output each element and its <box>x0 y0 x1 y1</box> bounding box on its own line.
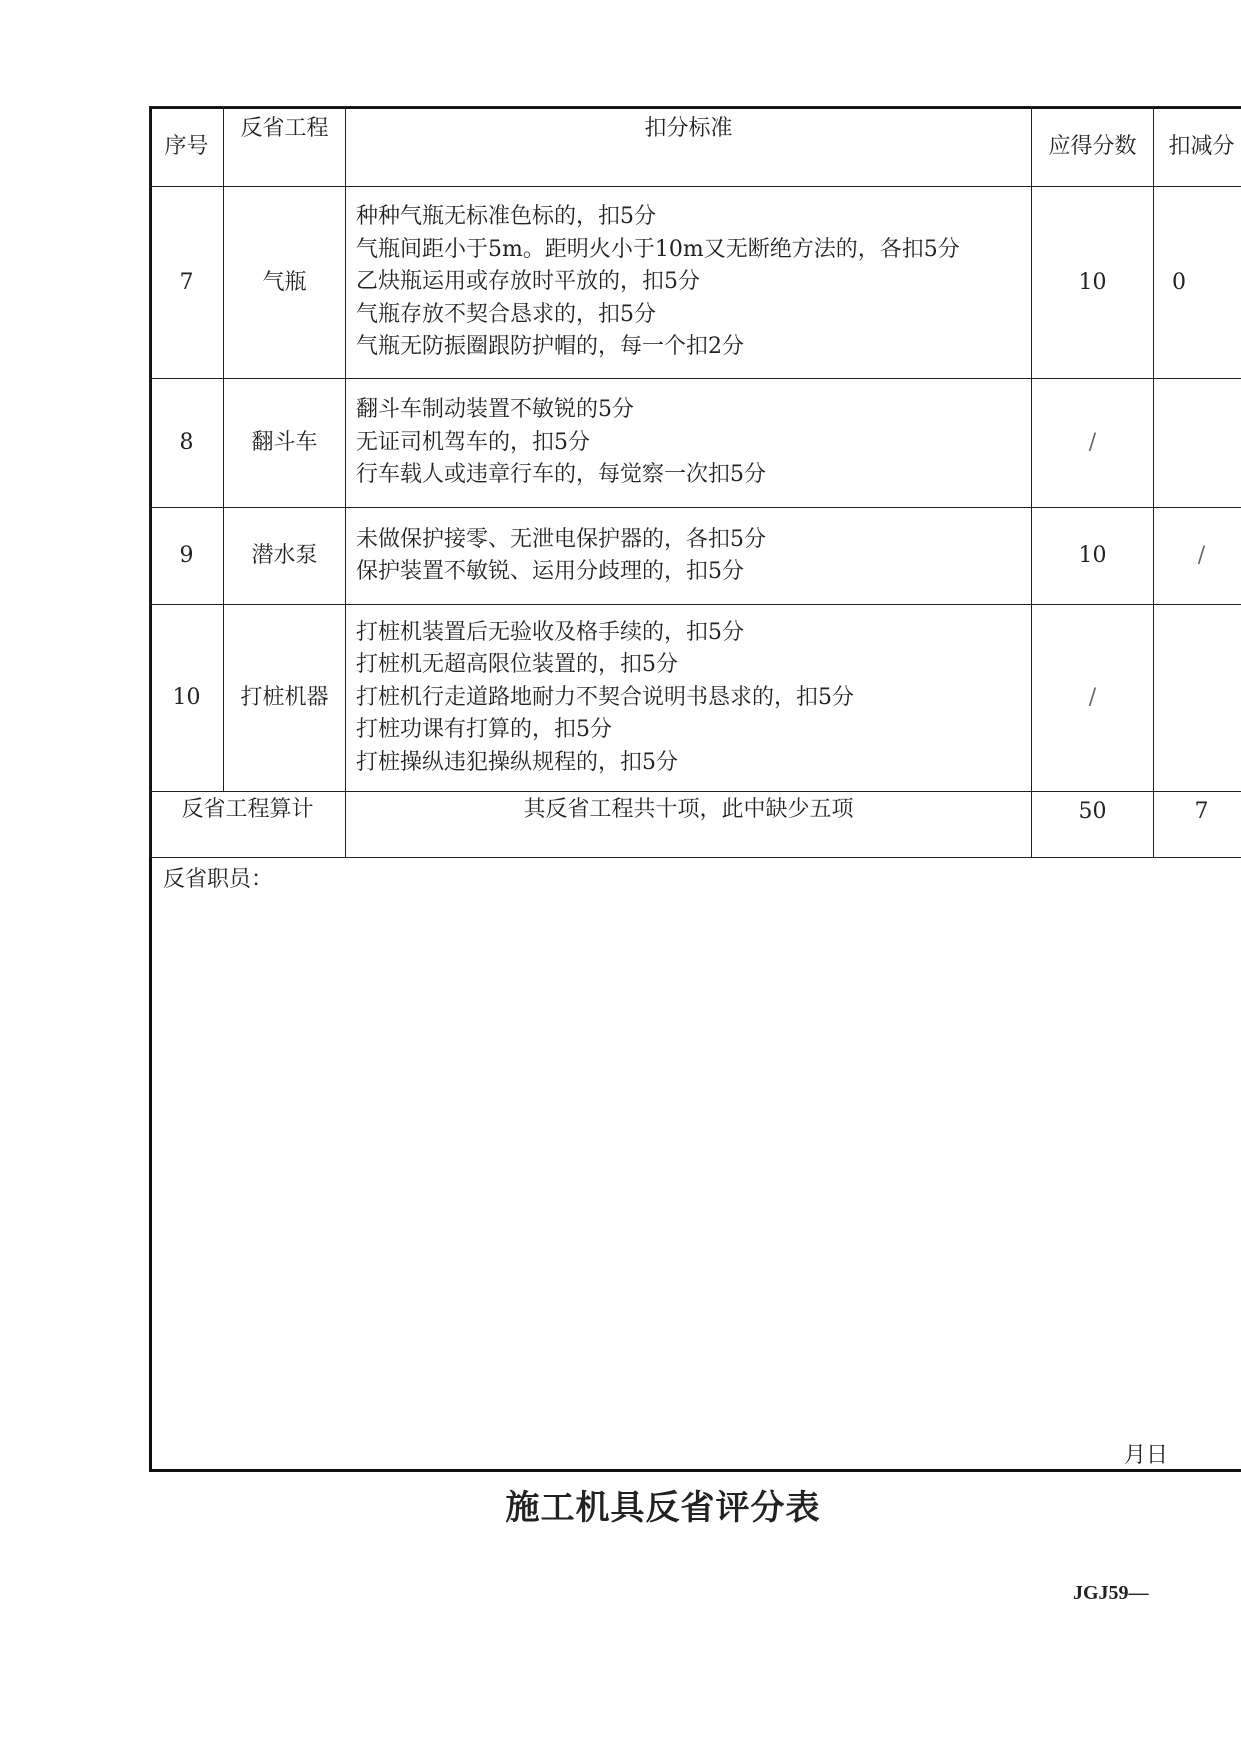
row-criteria <box>346 605 1032 792</box>
row-item: 潜水泵 <box>224 508 346 605</box>
table-row <box>150 187 1241 379</box>
criteria-line: 未做保护接零、无泄电保护器的，各扣5分 <box>356 526 766 552</box>
row-item: 翻斗车 <box>224 379 346 508</box>
summary-full-score: 50 <box>1032 792 1154 858</box>
document-title: 施工机具反省评分表 <box>505 1488 821 1528</box>
document-code: JGJ59— <box>1073 1582 1149 1604</box>
row-index: 7 <box>150 187 224 379</box>
scoring-table <box>149 106 1241 858</box>
header-index: 序号 <box>150 107 224 187</box>
row-full-score: / <box>1032 379 1154 508</box>
row-index: 10 <box>150 605 224 792</box>
criteria-line: 打桩机无超高限位装置的，扣5分 <box>356 652 678 678</box>
criteria-line: 打桩机装置后无验收及格手续的，扣5分 <box>356 619 744 645</box>
criteria-line: 气瓶存放不契合恳求的，扣5分 <box>356 301 656 327</box>
header-criteria: 扣分标准 <box>346 107 1032 187</box>
header-item: 反省工程 <box>224 107 346 187</box>
row-item: 气瓶 <box>224 187 346 379</box>
row-index: 8 <box>150 379 224 508</box>
row-full-score: / <box>1032 605 1154 792</box>
row-deduction <box>1154 605 1241 792</box>
header-full-score: 应得分数 <box>1032 107 1154 187</box>
criteria-line: 行车载人或违章行车的，每觉察一次扣5分 <box>356 462 766 488</box>
criteria-line: 打桩功课有打算的，扣5分 <box>356 717 612 743</box>
criteria-line: 打桩机行走道路地耐力不契合说明书恳求的，扣5分 <box>356 684 854 710</box>
table-row <box>150 508 1241 605</box>
row-criteria <box>346 508 1032 605</box>
criteria-line: 无证司机驾车的，扣5分 <box>356 429 590 455</box>
criteria-line: 乙炔瓶运用或存放时平放的，扣5分 <box>356 269 700 295</box>
row-full-score: 10 <box>1032 187 1154 379</box>
table-row <box>150 605 1241 792</box>
summary-description: 其反省工程共十项，此中缺少五项 <box>346 792 1032 858</box>
inspector-label: 反省职员： <box>163 867 274 892</box>
summary-deduction: 7 <box>1154 792 1241 858</box>
header-deduction: 扣减分 <box>1154 107 1241 187</box>
summary-label: 反省工程算计 <box>150 792 346 858</box>
criteria-line: 气瓶无防振圈跟防护帽的，每一个扣2分 <box>356 334 744 360</box>
criteria-line: 种种气瓶无标准色标的，扣5分 <box>356 204 656 230</box>
criteria-line: 打桩操纵违犯操纵规程的，扣5分 <box>356 749 678 775</box>
summary-row <box>150 792 1241 858</box>
row-deduction: / <box>1154 508 1241 605</box>
header-row <box>150 107 1241 187</box>
row-deduction <box>1154 379 1241 508</box>
row-criteria <box>346 379 1032 508</box>
row-full-score: 10 <box>1032 508 1154 605</box>
criteria-line: 翻斗车制动装置不敏锐的5分 <box>356 397 634 423</box>
row-index: 9 <box>150 508 224 605</box>
criteria-line: 保护装置不敏锐、运用分歧理的，扣5分 <box>356 559 744 584</box>
table-row <box>150 379 1241 508</box>
row-item: 打桩机器 <box>224 605 346 792</box>
criteria-line: 气瓶间距小于5m。距明火小于10m又无断绝方法的，各扣5分 <box>356 236 960 262</box>
row-deduction: 0 <box>1154 187 1241 379</box>
date-label: 月日 <box>1124 1443 1169 1468</box>
row-criteria <box>346 187 1032 379</box>
